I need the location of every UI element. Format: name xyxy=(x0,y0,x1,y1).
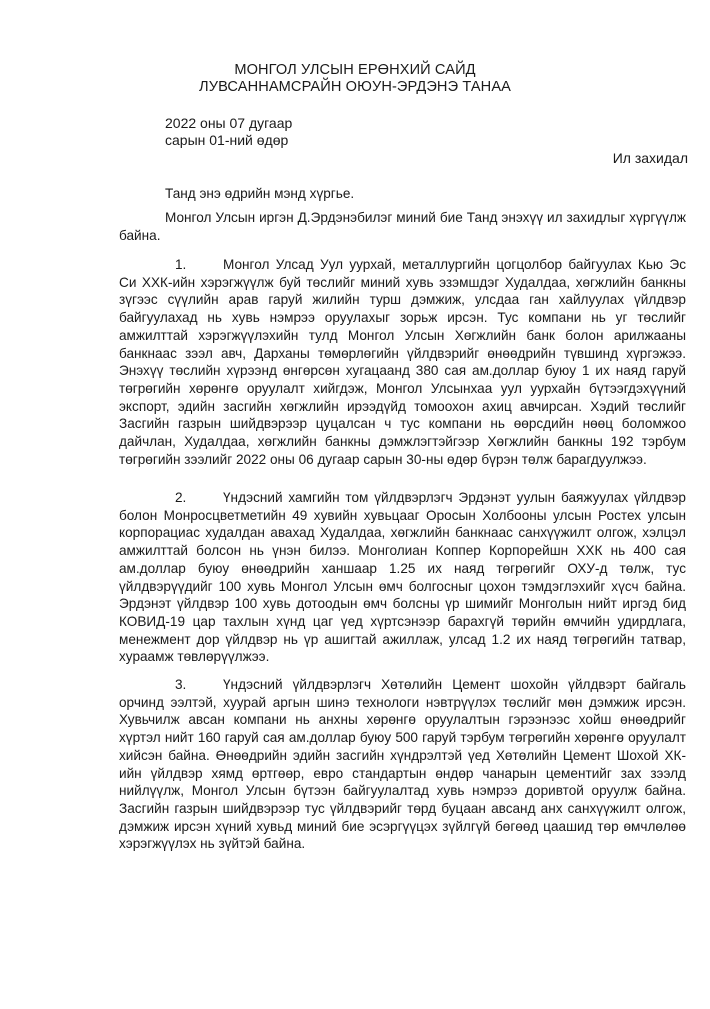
paragraph-number: 3. xyxy=(175,677,187,692)
greeting: Танд энэ өдрийн мэнд хүргье. xyxy=(165,186,355,201)
paragraph-number: 1. xyxy=(175,257,187,272)
paragraph-text: Монгол Улсад Уул уурхай, металлургийн цогцолбор байгуулах Кью Эс Си ХХК-ийн хэрэгжүүлж буй төслийг миний хувь эзэмшдэг Худалдаа, хөгжлийн банкны зүгээс сүүлийн арав гаруй жилийн турш дэмжиж, улсдаа ган хайлуулах үйлдвэр байгуулахад нь хувь нэмрээ оруулахыг зорьж ирсэн. Тус компани нь уг төслийг амжилттай хэрэгжүүлэхийн тулд Монгол Улсын Хөгжлийн банк болон арилжааны банкнаас зээл авч, Дарханы төмөрлөгийн үйлдвэрийг өнөөдрийн түвшинд хүргэжээ. Энэхүү төслийн хүрээнд өнгөрсөн хугацаанд 380 сая ам.доллар буюу 1 их наяд гаруй төгрөгийн хөрөнгө оруулалт хийгдэж, Монгол Улсынхаа уул уурхайн бүтээгдэхүүний экспорт, эдийн засгийн хөгжлийн ирээдүйд томоохон ахиц авчирсан. Хэдий төслийг Засгийн газрын шийдвэрээр цуцалсан ч тус компани нь өөрсдийн нөөц боломжоо дайчлан, Худалдаа, хөгжлийн банкны дэмжлэгтэйгээр Хөгжлийн банкны 192 тэрбум төгрөгийн зээлийг 2022 оны 06 дугаар сарын 30-ны өдөр бүрэн төлж барагдуулжээ. xyxy=(119,257,686,467)
letter-date xyxy=(165,115,292,149)
paragraph-number: 2. xyxy=(175,490,187,505)
paragraph-text: Үндэсний үйлдвэрлэгч Хөтөлийн Цемент шохойн үйлдвэрт байгаль орчинд ээлтэй, хуурай аргын шинэ технологи нэвтрүүлэх төслийг мөн дэмжиж ирсэн. Хувьчилж авсан компани нь анхны хөрөнгө оруулалтын гэрээнээс хойш өнөөдрийг хүртэл нийт 160 гаруй сая ам.доллар буюу 500 гаруй тэрбум төгрөгийн хөрөнгө оруулалт хийсэн байна. Өнөөдрийн эдийн засгийн хүндрэлтэй үед Хөтөлийн Цемент Шохой ХК-ийн үйлдвэр хямд өртгөөр, евро стандартын өндөр чанарын цементийг зах зээлд нийлүүлж, Монгол Улсын бүтээн байгуулалтад хувь нэмрээ доривтой оруулж байна. Засгийн газрын шийдвэрээр тус үйлдвэрийг төрд буцаан авсанд анх санхүүжилт олгож, дэмжиж ирсэн хүний хувьд миний бие эсэргүүцэх зүйлгүй бөгөөд цаашид төр өмчлөлөө хэрэгжүүлэх нь зүйтэй байна. xyxy=(119,677,686,852)
paragraph-1 xyxy=(119,256,686,468)
intro-paragraph: Монгол Улсын иргэн Д.Эрдэнэбилэг миний бие Танд энэхүү ил захидлыг хүргүүлж байна. xyxy=(119,210,686,243)
letter-subject: Ил захидал xyxy=(612,150,688,166)
recipient-name: ЛУВСАННАМСРАЙН ОЮУН-ЭРДЭНЭ ТАНАА xyxy=(199,79,511,95)
date-line-1: 2022 оны 07 дугаар xyxy=(165,115,293,131)
letter-heading xyxy=(0,62,710,96)
paragraph-3 xyxy=(119,676,686,853)
paragraph-2 xyxy=(119,489,686,666)
paragraph-text: Үндэсний хамгийн том үйлдвэрлэгч Эрдэнэт уулын баяжуулах үйлдвэр болон Монросцветметийн 49 хувийн хувьцааг Оросын Холбооны улсын Ростех улсын корпорациас худалдан авахад Худалдаа, хөгжлийн банкнаас санхүүжилт олгож, хэлцэл амжилттай болсон нь үнэн билээ. Монголиан Коппер Корпорейшн ХХК нь 400 сая ам.доллар буюу өнөөдрийн ханшаар 1.25 их наяд төгрөгийг ОХУ-д төлж, тус үйлдвэрүүдийг 100 хувь Монгол Улсын өмч болгосныг цохон тэмдэглэхийг хүсч байна. Эрдэнэт үйлдвэр 100 хувь дотоодын өмч болсны үр шимийг Монголын нийт иргэд бид КОВИД-19 цар тахлын хүнд цаг үед хүртсэнээр барахгүй төрийн өмчийн удирдлага, менежмент дор үйлдвэр нь үр ашигтай ажиллаж, улсад 1.2 их наяд төгрөгийн татвар, хураамж төвлөрүүлжээ. xyxy=(119,490,686,665)
date-line-2: сарын 01-ний өдөр xyxy=(165,132,289,148)
recipient-title: МОНГОЛ УЛСЫН ЕРӨНХИЙ САЙД xyxy=(234,62,476,78)
